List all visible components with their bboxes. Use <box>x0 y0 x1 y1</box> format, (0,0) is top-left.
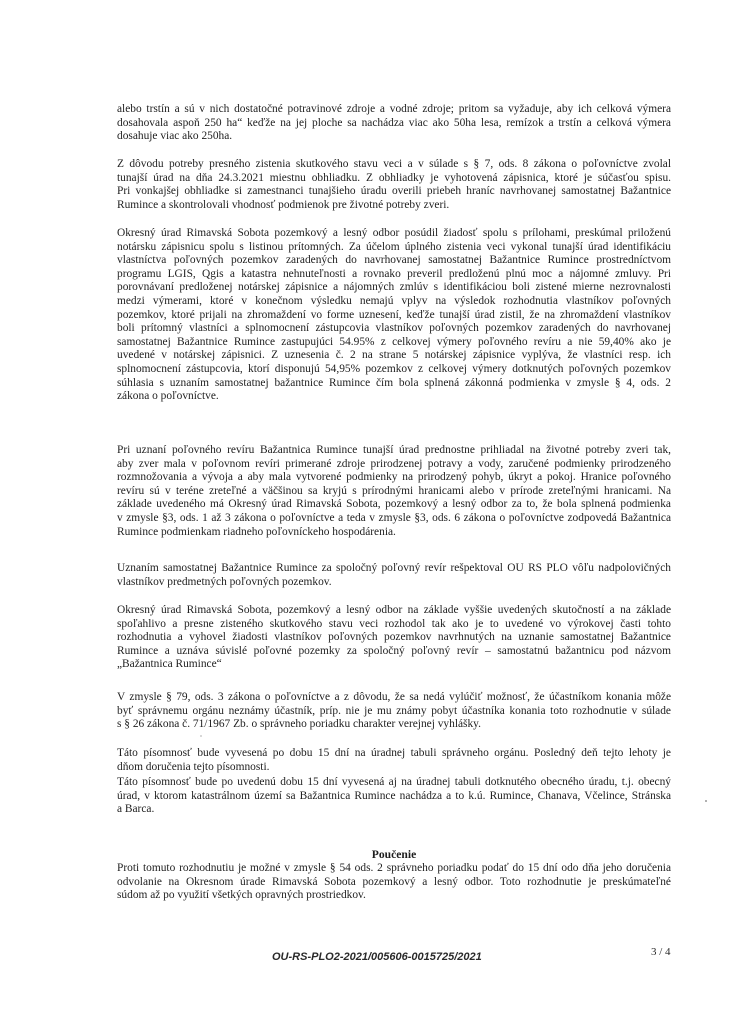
text-line: a Barca. <box>117 803 155 816</box>
text-line: Okresný úrad Rimavská Sobota, pozemkový a lesný odbor na základe vyššie uvedených skutočností a na základe <box>117 604 671 616</box>
text-line: „Bažantnica Rumince“ <box>117 658 222 671</box>
section-heading-poucenie: Poučenie <box>371 848 417 861</box>
text-line: odvolanie na Okresnom úrade Rimavská Sobota pozemkový a lesný odbor. Toto rozhodnutie je preskúmateľné <box>117 875 671 888</box>
paragraph-public-notice <box>117 691 671 732</box>
paragraph-hunting-ground-recognition <box>117 444 671 539</box>
text-line: notársku zápisnicu spolu s listinou prítomných. Za účelom úplného zistenia veci vykonal tunajší úrad identifikáciu <box>117 240 671 253</box>
paragraph-application-review <box>117 227 671 404</box>
text-line: rozhodnutia a vyhovel žiadosti vlastníkov poľovných pozemkov navrhnutých na uznanie samostatnej Bažantnice <box>117 631 671 644</box>
text-line: Okresný úrad Rimavská Sobota pozemkový a lesný odbor posúdil žiadosť spolu s prílohami, preskúmal priloženú <box>117 227 671 239</box>
text-line: medzi výmerami, ktoré v konečnom výsledku nemajú vplyv na výsledok rozhodnutia vlastníkov poľovných <box>117 294 671 307</box>
text-line: Uznaním samostatnej Bažantnice Rumince za spoločný poľovný revír rešpektoval OU RS PLO vôľu nadpolovičných <box>117 562 671 574</box>
document-reference-number: OU-RS-PLO2-2021/005606-0015725/2021 <box>272 951 482 963</box>
text-line: Táto písomnosť bude po uvedenú dobu 15 dní vyvesená aj na úradnej tabuli dotknutého obecného úradu, t.j. obecný <box>117 776 671 788</box>
text-line: pozemkov, ktoré prijali na zhromaždení vo forme uznesení, keďže tunajší úrad zistil, že na zhromaždení vlastníkov <box>117 308 671 321</box>
text-line: dosahuje viac ako 250ha. <box>117 130 233 143</box>
text-line: porovnávaní predloženej notárskej zápisnice a nájomných zmlúv s identifikáciou boli zistené mierne nezrovnalosti <box>117 281 671 294</box>
text-line: vlastníkov predmetných poľovných pozemkov. <box>117 575 332 588</box>
text-line: programu LGIS, Qgis a katastra nehnuteľnosti a rovnako preveril predloženú plnú moc a nájomné zmluvy. Pri <box>117 267 671 280</box>
paragraph-posting-period <box>117 747 671 774</box>
text-line: dňom doručenia tejto písomnosti. <box>117 760 270 773</box>
text-line: spoľahlivo a presne zisteného skutkového stavu veci rozhodol tak ako je to uvedené vo výrokovej časti tohto <box>117 617 671 630</box>
text-line: Z dôvodu potreby presného zistenia skutkového stavu veci a v súlade s § 7, ods. 8 zákona o poľovníctve zvolal <box>117 158 671 170</box>
text-line: samostatnej Bažantnice Rumince zastupujúci 54.95% z celkovej výmery poľovného revíru a nie 59,40% ako je <box>117 335 671 348</box>
text-line: Táto písomnosť bude vyvesená po dobu 15 dní na úradnej tabuli správneho orgánu. Posledný deň tejto lehoty je <box>117 747 671 759</box>
text-line: Pri uznaní poľovného revíru Bažantnica Rumince tunajší úrad prednostne prihliadal na životné potreby zveri tak, <box>117 444 671 456</box>
text-line: súhlasia s uznaním samostatnej bažantnice Rumince čím bola splnená zákonná podmienka v zmysle § 4, ods. 2 <box>117 376 671 389</box>
page-number: 3 / 4 <box>651 946 671 958</box>
paragraph-habitat-conditions <box>117 103 671 144</box>
text-line: aby zver mala v poľovnom revíri primerané zdroje prirodzenej potravy a vody, zaručené podmienky prirodzeného <box>117 457 671 470</box>
paragraph-decision <box>117 604 671 672</box>
text-line: byť správnemu orgánu neznámy účastník, príp. nie je mu známy pobyt účastníka konania toto rozhodnutie v súlade <box>117 704 671 717</box>
text-line: vlastníctva poľovných pozemkov zaradených do navrhovanej samostatnej Bažantnice Rumince prostredníctvom <box>117 254 671 267</box>
scan-speck <box>200 735 202 737</box>
text-line: tunajší úrad na dňa 24.3.2021 miestnu obhliadku. Z obhliadky je vyhotovená zápisnica, ktoré je súčasťou spisu. <box>117 171 671 184</box>
scan-speck <box>705 800 707 802</box>
text-line: základe uvedeného má Okresný úrad Rimavská Sobota, pozemkový a lesný odbor za to, že bola splnená podmienka <box>117 498 671 511</box>
text-line: V zmysle § 79, ods. 3 zákona o poľovníctve a z dôvodu, že sa nedá vylúčiť možnosť, že účastníkom konania môže <box>117 691 671 703</box>
text-line: úrad, v ktorom katastrálnom území sa Bažantnica Rumince nachádza a to k.ú. Rumince, Chanava, Včelince, Stránska <box>117 789 671 802</box>
text-line: revíru sú v teréne zreteľné a väčšinou sa kryjú s prírodnými hranicami alebo v prírode zreteľnými hranicami. Na <box>117 484 671 497</box>
paragraph-owners-will <box>117 562 671 589</box>
text-line: s § 26 zákona č. 71/1967 Zb. o správneho poriadku charakter verejnej vyhlášky. <box>117 718 481 731</box>
text-line: dosahovala aspoň 250 ha“ keďže na jej ploche sa nachádza viac ako 50ha lesa, remízok a trstín a celková výmera <box>117 116 671 129</box>
text-line: súdom až po využití všetkých opravných prostriedkov. <box>117 889 366 902</box>
paragraph-municipal-posting <box>117 776 671 817</box>
text-line: rozmnožovania a vývoja a aby mala vytvorené podmienky na prirodzený pohyb, úkryt a pokoj. Hranice poľovného <box>117 471 671 484</box>
text-line: Rumince a uznáva súvislé poľovné pozemky za spoločný poľovný revír – samostatnú bažantnicu pod názvom <box>117 644 671 657</box>
text-line: uvedené v notárskej zápisnici. Z uznesenia č. 2 na strane 5 notárskej zápisnice vyplýva, že vlastníci resp. ich <box>117 349 671 362</box>
text-line: Pri vonkajšej obhliadke si zamestnanci tunajšieho úradu overili priebeh hraníc navrhovanej samostatnej Bažantnice <box>117 185 671 198</box>
text-line: Rumince a skontrolovali vhodnosť podmienok pre životné potreby zveri. <box>117 198 450 211</box>
text-line: boli prítomný vlastníci a splnomocnení zástupcovia vlastníkov poľovných pozemkov zaradených do navrhovanej <box>117 322 671 335</box>
text-line: v zmysle §3, ods. 1 až 3 zákona o poľovníctve a teda v zmysle §3, ods. 6 zákona o poľovníctve zodpovedá Bažantnica <box>117 511 671 524</box>
text-line: zákona o poľovníctve. <box>117 390 219 403</box>
paragraph-site-inspection <box>117 158 671 212</box>
text-line: Proti tomuto rozhodnutiu je možné v zmysle § 54 ods. 2 správneho poriadku podať do 15 dní odo dňa jeho doručenia <box>117 862 671 874</box>
paragraph-appeal-instructions <box>117 862 671 903</box>
text-line: splnomocnení zástupcovia, ktorí disponujú 54,95% pozemkov z celkovej výmery dotknutých poľovných pozemkov <box>117 362 671 375</box>
text-line: alebo trstín a sú v nich dostatočné potravinové zdroje a vodné zdroje; pritom sa vyžaduje, aby ich celková výmera <box>117 103 671 115</box>
text-line: Rumince podmienkam riadneho poľovníckeho hospodárenia. <box>117 525 396 538</box>
